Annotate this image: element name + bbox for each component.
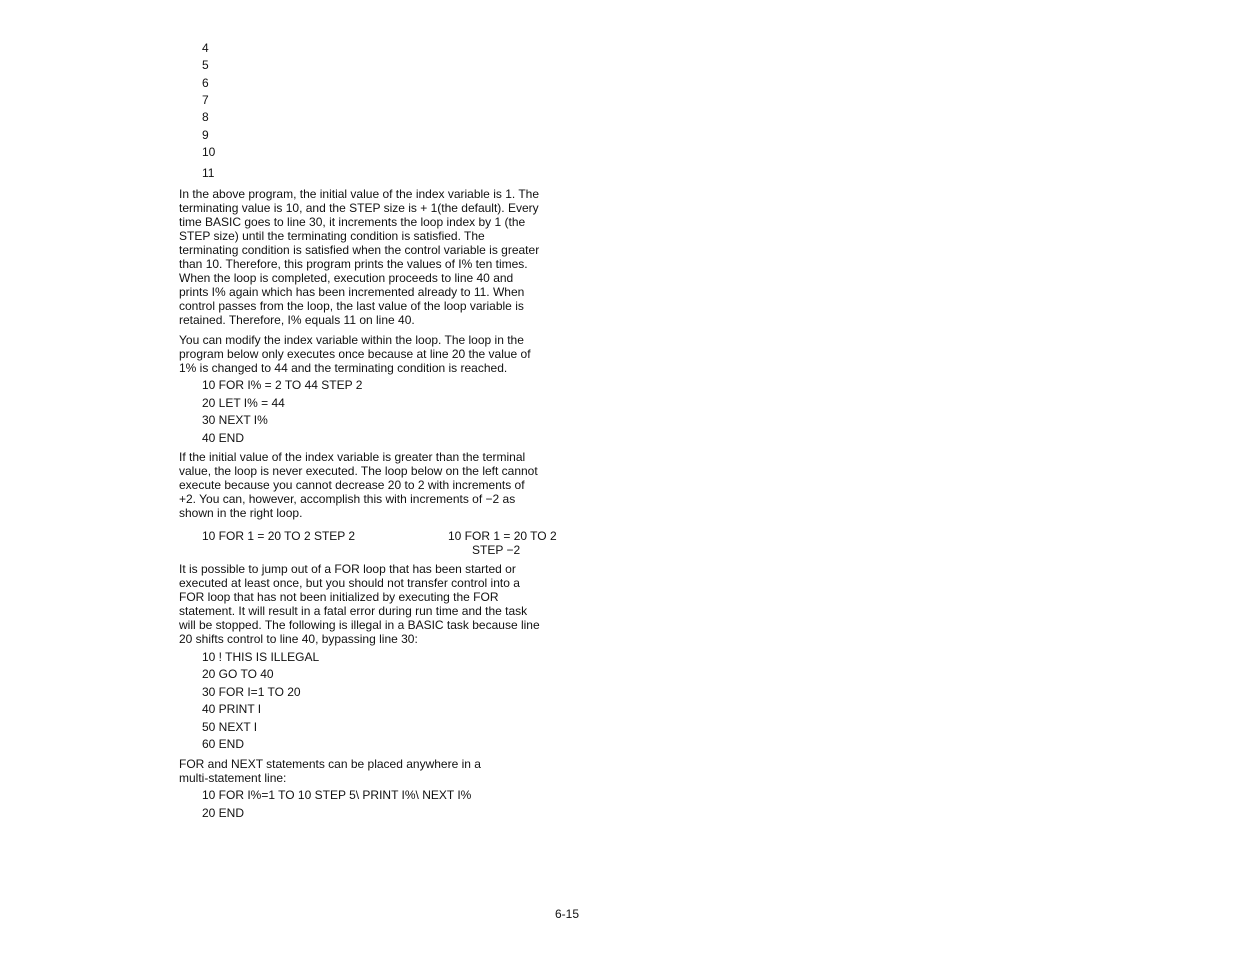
code-line: 30 FOR I=1 TO 20: [202, 685, 301, 699]
code-line: 10 ! THIS IS ILLEGAL: [202, 650, 320, 664]
text-line: control passes from the loop, the last value of the loop variable is: [179, 299, 524, 313]
text-line: retained. Therefore, I% equals 11 on line 40.: [179, 313, 415, 327]
paragraph-jump-out: [179, 562, 569, 646]
output-line: 5: [202, 58, 209, 72]
text-line: program below only executes once because at line 20 the value of: [179, 347, 531, 361]
code-line: 20 GO TO 40: [202, 667, 274, 681]
text-line: It is possible to jump out of a FOR loop that has been started or: [179, 562, 516, 576]
text-line: than 10. Therefore, this program prints the values of I% ten times.: [179, 257, 528, 271]
code-left-loop: 10 FOR 1 = 20 TO 2 STEP 2: [202, 529, 356, 543]
output-line: 11: [202, 166, 215, 180]
text-line: 20 shifts control to line 40, bypassing line 30:: [179, 632, 418, 646]
code-line: 30 NEXT I%: [202, 413, 268, 427]
paragraph-modify-index: [179, 333, 569, 375]
code-line: 40 END: [202, 431, 245, 445]
text-line: shown in the right loop.: [179, 506, 303, 520]
text-line: When the loop is completed, execution proceeds to line 40 and: [179, 271, 514, 285]
code-line: 20 END: [202, 806, 245, 820]
text-line: executed at least once, but you should not transfer control into a: [179, 576, 520, 590]
output-line: 9: [202, 128, 209, 142]
code-line: 10 FOR I%=1 TO 10 STEP 5\ PRINT I%\ NEXT I%: [202, 788, 472, 802]
text-line: FOR and NEXT statements can be placed anywhere in a: [179, 757, 481, 771]
text-line: execute because you cannot decrease 20 to 2 with increments of: [179, 478, 525, 492]
paragraph-multi-statement: [179, 757, 569, 785]
text-line: prints I% again which has been incremented already to 11. When: [179, 285, 525, 299]
paragraph-loop-explanation: [179, 187, 569, 327]
text-line: statement. It will result in a fatal error during run time and the task: [179, 604, 528, 618]
text-line: multi-statement line:: [179, 771, 287, 785]
text-line: +2. You can, however, accomplish this with increments of −2 as: [179, 492, 516, 506]
text-line: 1% is changed to 44 and the terminating condition is reached.: [179, 361, 508, 375]
text-line: terminating value is 10, and the STEP size is + 1(the default). Every: [179, 201, 539, 215]
text-line: value, the loop is never executed. The loop below on the left cannot: [179, 464, 538, 478]
code-line: 50 NEXT I: [202, 720, 258, 734]
output-line: 7: [202, 93, 209, 107]
code-right-loop-line1: 10 FOR 1 = 20 TO 2: [448, 529, 557, 543]
code-line: 60 END: [202, 737, 245, 751]
output-line: 8: [202, 110, 209, 124]
text-line: time BASIC goes to line 30, it increments the loop index by 1 (the: [179, 215, 526, 229]
page-number: 6-15: [555, 907, 580, 921]
text-line: will be stopped. The following is illegal in a BASIC task because line: [179, 618, 540, 632]
output-line: 10: [202, 145, 216, 159]
text-line: terminating condition is satisfied when the control variable is greater: [179, 243, 540, 257]
code-line: 10 FOR I% = 2 TO 44 STEP 2: [202, 378, 363, 392]
output-line: 4: [202, 41, 209, 55]
text-line: If the initial value of the index variable is greater than the terminal: [179, 450, 526, 464]
output-line: 6: [202, 76, 209, 90]
paragraph-never-executed: [179, 450, 569, 520]
text-line: FOR loop that has not been initialized by executing the FOR: [179, 590, 499, 604]
text-line: STEP size) until the terminating condition is satisfied. The: [179, 229, 485, 243]
code-right-loop-line2: STEP −2: [472, 543, 521, 557]
text-line: You can modify the index variable within the loop. The loop in the: [179, 333, 524, 347]
code-line: 20 LET I% = 44: [202, 396, 285, 410]
text-line: In the above program, the initial value of the index variable is 1. The: [179, 187, 539, 201]
code-line: 40 PRINT I: [202, 702, 262, 716]
